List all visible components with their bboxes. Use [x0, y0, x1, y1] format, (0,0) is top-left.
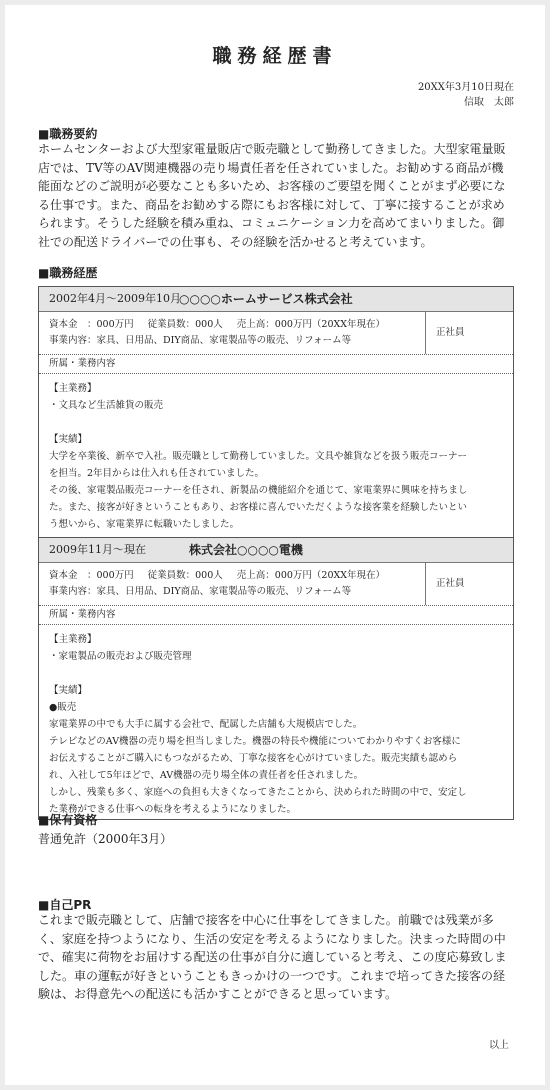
detail-line: た。また、接客が好きということもあり、お客様に喜んでいただくような接客業を経験したいとい — [49, 502, 468, 513]
job-period: 2009年11月～現在 — [49, 543, 146, 556]
job-details — [39, 625, 513, 818]
pr-line: 験は、お得意先への配送にも活かすことができると思っています。 — [38, 987, 398, 1002]
document-date: 20XX年3月10日現在 — [417, 82, 514, 93]
company-capital: 資本金 ：000万円 — [49, 570, 134, 581]
summary-line: 能面などのご説明が必要なことも多いため、お客様のご要望を聞くことがまず必要にな — [38, 179, 506, 194]
detail-line: 【実績】 — [49, 685, 88, 696]
detail-line: 【主業務】 — [49, 634, 97, 645]
detail-line: た業務ができる仕事への転身を考えるようになりました。 — [49, 804, 297, 815]
detail-line: ●販売 — [49, 702, 77, 713]
qualifications-text: 普通免許（2000年3月） — [38, 832, 173, 846]
company-info — [39, 563, 513, 606]
document-title: 職務経歴書 — [212, 45, 338, 67]
company-sales: 売上高：000万円（20XX年現在） — [236, 570, 386, 581]
pr-line: した。車の運転が好きということもきっかけの一つです。これまで培ってきた接客の経 — [38, 968, 506, 983]
summary-line: られます。そうした経験を積み重ね、コミュニケーション力を高めてまいりました。御 — [38, 216, 505, 231]
company-employees: 従業員数：000人 — [147, 319, 223, 330]
detail-line: ・家電製品の販売および販売管理 — [49, 651, 192, 662]
detail-line: 大学を卒業後、新卒で入社。販売職として勤務していました。文具や雑貨などを扱う販売コーナー — [49, 451, 468, 462]
summary-text — [38, 140, 516, 252]
applicant-name: 信取 太郎 — [464, 97, 514, 108]
qualifications-heading: ■保有資格 — [38, 813, 98, 827]
company-sales: 売上高：000万円（20XX年現在） — [236, 319, 386, 330]
summary-line: る仕事です。また、商品をお勧めする際にもお客様に対して、丁寧に接することが求め — [38, 197, 505, 212]
pr-text — [38, 911, 516, 1004]
company-info — [39, 312, 513, 355]
job-entry — [38, 286, 514, 538]
document-meta — [418, 80, 514, 110]
employment-type: 正社員 — [425, 312, 513, 354]
company-business: 事業内容：家具、日用品、DIY商品、家電製品等の販売、リフォーム等 — [49, 586, 352, 597]
detail-line: その後、家電製品販売コーナーを任され、新製品の機能紹介を通じて、家電業界に興味を持ちまし — [49, 485, 468, 496]
detail-line: 【主業務】 — [49, 383, 97, 394]
dept-label: 所属・業務内容 — [39, 355, 513, 374]
summary-heading: ■職務要約 — [38, 127, 98, 141]
detail-line: 【実績】 — [49, 434, 88, 445]
pr-line: で、確実に荷物をお届けする配送の仕事が自分に適していると考え、この度応募致しま — [38, 950, 507, 965]
company-name: 株式会社○○○○電機 — [189, 543, 303, 557]
summary-line: 店では、TV等のAV関連機器の売り場責任者を任されていました。お勧めする商品が機 — [38, 160, 504, 175]
job-details — [39, 374, 513, 533]
summary-line: 社での配送ドライバーでの仕事も、その経験を活かせると考えています。 — [38, 234, 433, 249]
detail-line: テレビなどのAV機器の売り場を担当しました。機器の特長や機能についてわかりやすくお客様に — [49, 736, 461, 747]
dept-label: 所属・業務内容 — [39, 606, 513, 625]
detail-line: ・文具など生活雑貨の販売 — [49, 400, 164, 411]
detail-line: を担当。2年目からは仕入れも任されていました。 — [49, 468, 265, 479]
company-business: 事業内容：家具、日用品、DIY商品、家電製品等の販売、リフォーム等 — [49, 335, 352, 346]
employment-type: 正社員 — [425, 563, 513, 605]
pr-heading: ■自己PR — [38, 898, 92, 912]
summary-line: ホームセンターおよび大型家電量販店で販売職として勤務してきました。大型家電量販 — [38, 142, 506, 156]
company-name: ○○○○ホームサービス株式会社 — [179, 292, 353, 306]
job-entry — [38, 537, 514, 820]
detail-line: 家電業界の中でも大手に属する会社で、配属した店舗も大規模店でした。 — [49, 719, 363, 730]
resume-page — [5, 5, 545, 1085]
history-heading: ■職務経歴 — [38, 266, 98, 280]
detail-line: れ、入社して5年ほどで、AV機器の売り場全体の責任者を任されました。 — [49, 770, 364, 781]
document-end-mark: 以上 — [489, 1040, 509, 1051]
company-capital: 資本金 ：000万円 — [49, 319, 134, 330]
job-header — [39, 538, 513, 563]
detail-line: お伝えすることがご購入にもつながるため、丁寧な接客を心がけていました。販売実績も認めら — [49, 753, 458, 764]
detail-line: う想いから、家電業界に転職いたしました。 — [49, 519, 240, 530]
pr-line: これまで販売職として、店舗で接客を中心に仕事をしてきました。前職では残業が多 — [38, 913, 494, 927]
detail-line: しかし、残業も多く、家庭への負担も大きくなってきたことから、決められた時間の中で、安定し — [49, 787, 467, 798]
job-header — [39, 287, 513, 312]
pr-line: く、家庭を持つようになり、生活の安定を考えるようになりました。決まった時間の中 — [38, 931, 506, 946]
company-employees: 従業員数：000人 — [147, 570, 223, 581]
job-period: 2002年4月～2009年10月 — [49, 292, 181, 305]
